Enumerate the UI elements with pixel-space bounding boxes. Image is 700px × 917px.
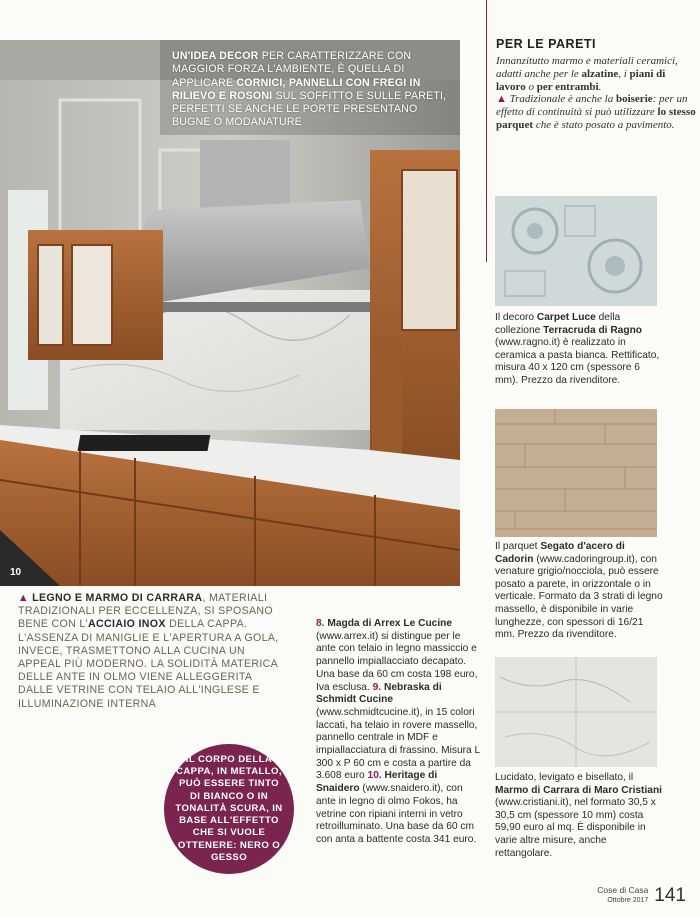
caption-marmo-carrara — [495, 772, 663, 860]
caption-text: della collezione — [495, 312, 621, 336]
item-title-9: Nebraska di Schmidt Cucine — [316, 681, 442, 706]
main-caption-highlight: ACCIAIO INOX — [88, 618, 166, 631]
overlay-highlight: CORNICI, PANNELLI CON FREGI IN RILIEVO E ROSONI — [172, 76, 421, 102]
item-text-8: (www.arrex.it) si distingue per le ante con telaio in legno massiccio e pannello impiallacciato decapato. Una base da 60 cm costa 198 euro, Iva esclusa. — [316, 630, 478, 693]
main-caption — [18, 592, 288, 711]
item-title-10: Heritage di Snaidero — [316, 770, 438, 795]
magazine-info — [597, 886, 648, 905]
pareti-paragraph-2 — [496, 93, 696, 131]
kitchen-photo — [0, 40, 460, 586]
triangle-bullet-icon: ▲ — [18, 592, 33, 604]
pareti-text: o — [525, 80, 537, 93]
overlay-text-1: PER CARATTERIZZARE CON MAGGIOR FORZA L'AMBIENTE, È QUELLA DI APPLICARE — [172, 50, 412, 89]
caption-product: Segato d'acero di Cadorin — [495, 541, 625, 565]
page-number: 141 — [654, 885, 686, 906]
item-text-10: (www.snaidero.it), con ante in legno di olmo Fokos, ha vetrine con ripiani interni in vetro retroilluminato. Una base da 60 cm con anta a battente costa 341 euro. — [316, 783, 477, 845]
caption-text: (www.cadoringroup.it), con venature grigio/nocciola, può essere posato a parete, in orizzontale o in verticale. Formato da 3 strati di legno massello, è disponibile in varie lunghezze, con spessori di 16/21 mm. Prezzo da rivenditore. — [495, 553, 663, 641]
pareti-text: , i — [618, 67, 630, 80]
triangle-bullet-icon: ▲ — [496, 93, 507, 106]
pareti-text: . — [598, 80, 602, 93]
swatch-marmo-carrara — [495, 657, 657, 767]
caption-text: Il parquet — [495, 541, 541, 552]
callout-text: IL CORPO DELLA CAPPA, IN METALLO, PUÒ ESSERE TINTO DI BIANCO O IN TONALITÀ SCURA, IN BASE ALL'EFFETTO CHE SI VUOLE OTTENERE: NERO O GESSO — [175, 754, 283, 863]
column-divider — [486, 0, 487, 262]
pareti-bold-piani: piani di lavoro — [496, 67, 666, 93]
pareti-text: che è stato posato a pavimento. — [533, 118, 675, 131]
item-title-8: Magda di Arrex Le Cucine — [324, 618, 453, 629]
caption-product: Marmo di Carrara di Maro Cristiani — [495, 784, 663, 796]
overlay-text-2: SUL SOFFITTO E SULLE PARETI, PERFETTI SE ANCHE LE PORTE PRESENTANO BUGNE O MODANATURE — [172, 89, 447, 129]
swatch-segato-acero — [495, 409, 657, 537]
product-list — [316, 618, 480, 847]
swatch-carpet-luce — [495, 196, 657, 306]
pareti-bold-parquet: lo stesso parquet — [496, 106, 696, 131]
overlay-lead: UN'IDEA DECOR — [172, 50, 259, 62]
caption-segato-acero — [495, 541, 663, 642]
item-number-10: 10. — [367, 770, 382, 782]
pareti-text: Innanzitutto marmo e materiali ceramici, adatti anche per le — [496, 55, 678, 80]
per-le-pareti-box — [496, 37, 696, 132]
magazine-issue: Ottobre 2017 — [607, 897, 649, 904]
caption-text: (www.cristiani.it), nel formato 30,5 x 30,5 cm (spessore 10 mm) costa 59,90 euro al mq. È disponibile in varie altre misure, anche rettangolare. — [495, 797, 656, 859]
callout-circle — [164, 744, 294, 874]
pareti-text: : per un effetto di continuità si può utilizzare — [496, 93, 688, 119]
pareti-bold-boiserie: boiserie — [615, 93, 653, 106]
pareti-text: Tradizionale è anche la — [506, 93, 616, 106]
caption-text: (www.ragno.it) è realizzato in ceramica a pasta bianca. Rettificato, misura 40 x 120 cm (spessore 6 mm). Prezzo da rivenditore. — [495, 337, 660, 386]
item-text-9: (www.schmidtcucine.it), in 15 colori laccati, ha telaio in rovere massello, pannello centrale in MDF e impiallacciatura di frassino. Misura L 300 x P 60 cm e costa a partire da 3.608 euro — [316, 706, 480, 782]
caption-product: Carpet Luce — [536, 312, 596, 323]
pareti-bold-entrambi: per entrambi — [536, 80, 599, 93]
pareti-title: PER LE PARETI — [496, 37, 597, 51]
caption-carpet-luce — [495, 312, 663, 388]
item-number-9: 9. — [372, 681, 382, 693]
main-caption-lead: LEGNO E MARMO DI CARRARA — [32, 592, 203, 604]
item-number-8: 8. — [316, 618, 325, 629]
magazine-name: Cose di Casa — [597, 885, 649, 895]
page-footer — [597, 886, 686, 905]
caption-text: Il decoro — [495, 312, 537, 323]
caption-text: Lucidato, levigato e bisellato, il — [495, 772, 634, 783]
caption-collection: Terracruda di Ragno — [543, 324, 643, 336]
main-caption-text: , MATERIALI TRADIZIONALI PER ECCELLENZA, SI SPOSANO BENE CON L' — [18, 592, 274, 631]
photo-overlay-caption — [172, 50, 452, 130]
pareti-bold-alzatine: alzatine — [581, 67, 619, 80]
main-caption-text: DELLA CAPPA. L'ASSENZA DI MANIGLIE E L'APERTURA A GOLA, INVECE, TRASMETTONO ALLA CUCINA UN APPEAL PIÙ MODERNO. LA SOLIDITÀ MATERICA DELLE ANTE IN OLMO VIENE ALLEGGERITA DALLE VETRINE CON TELAIO ALL'INGLESE E ILLUMINAZIONE INTERNA — [18, 618, 279, 710]
photo-number: 10 — [10, 567, 22, 578]
pareti-paragraph-1 — [496, 55, 696, 93]
